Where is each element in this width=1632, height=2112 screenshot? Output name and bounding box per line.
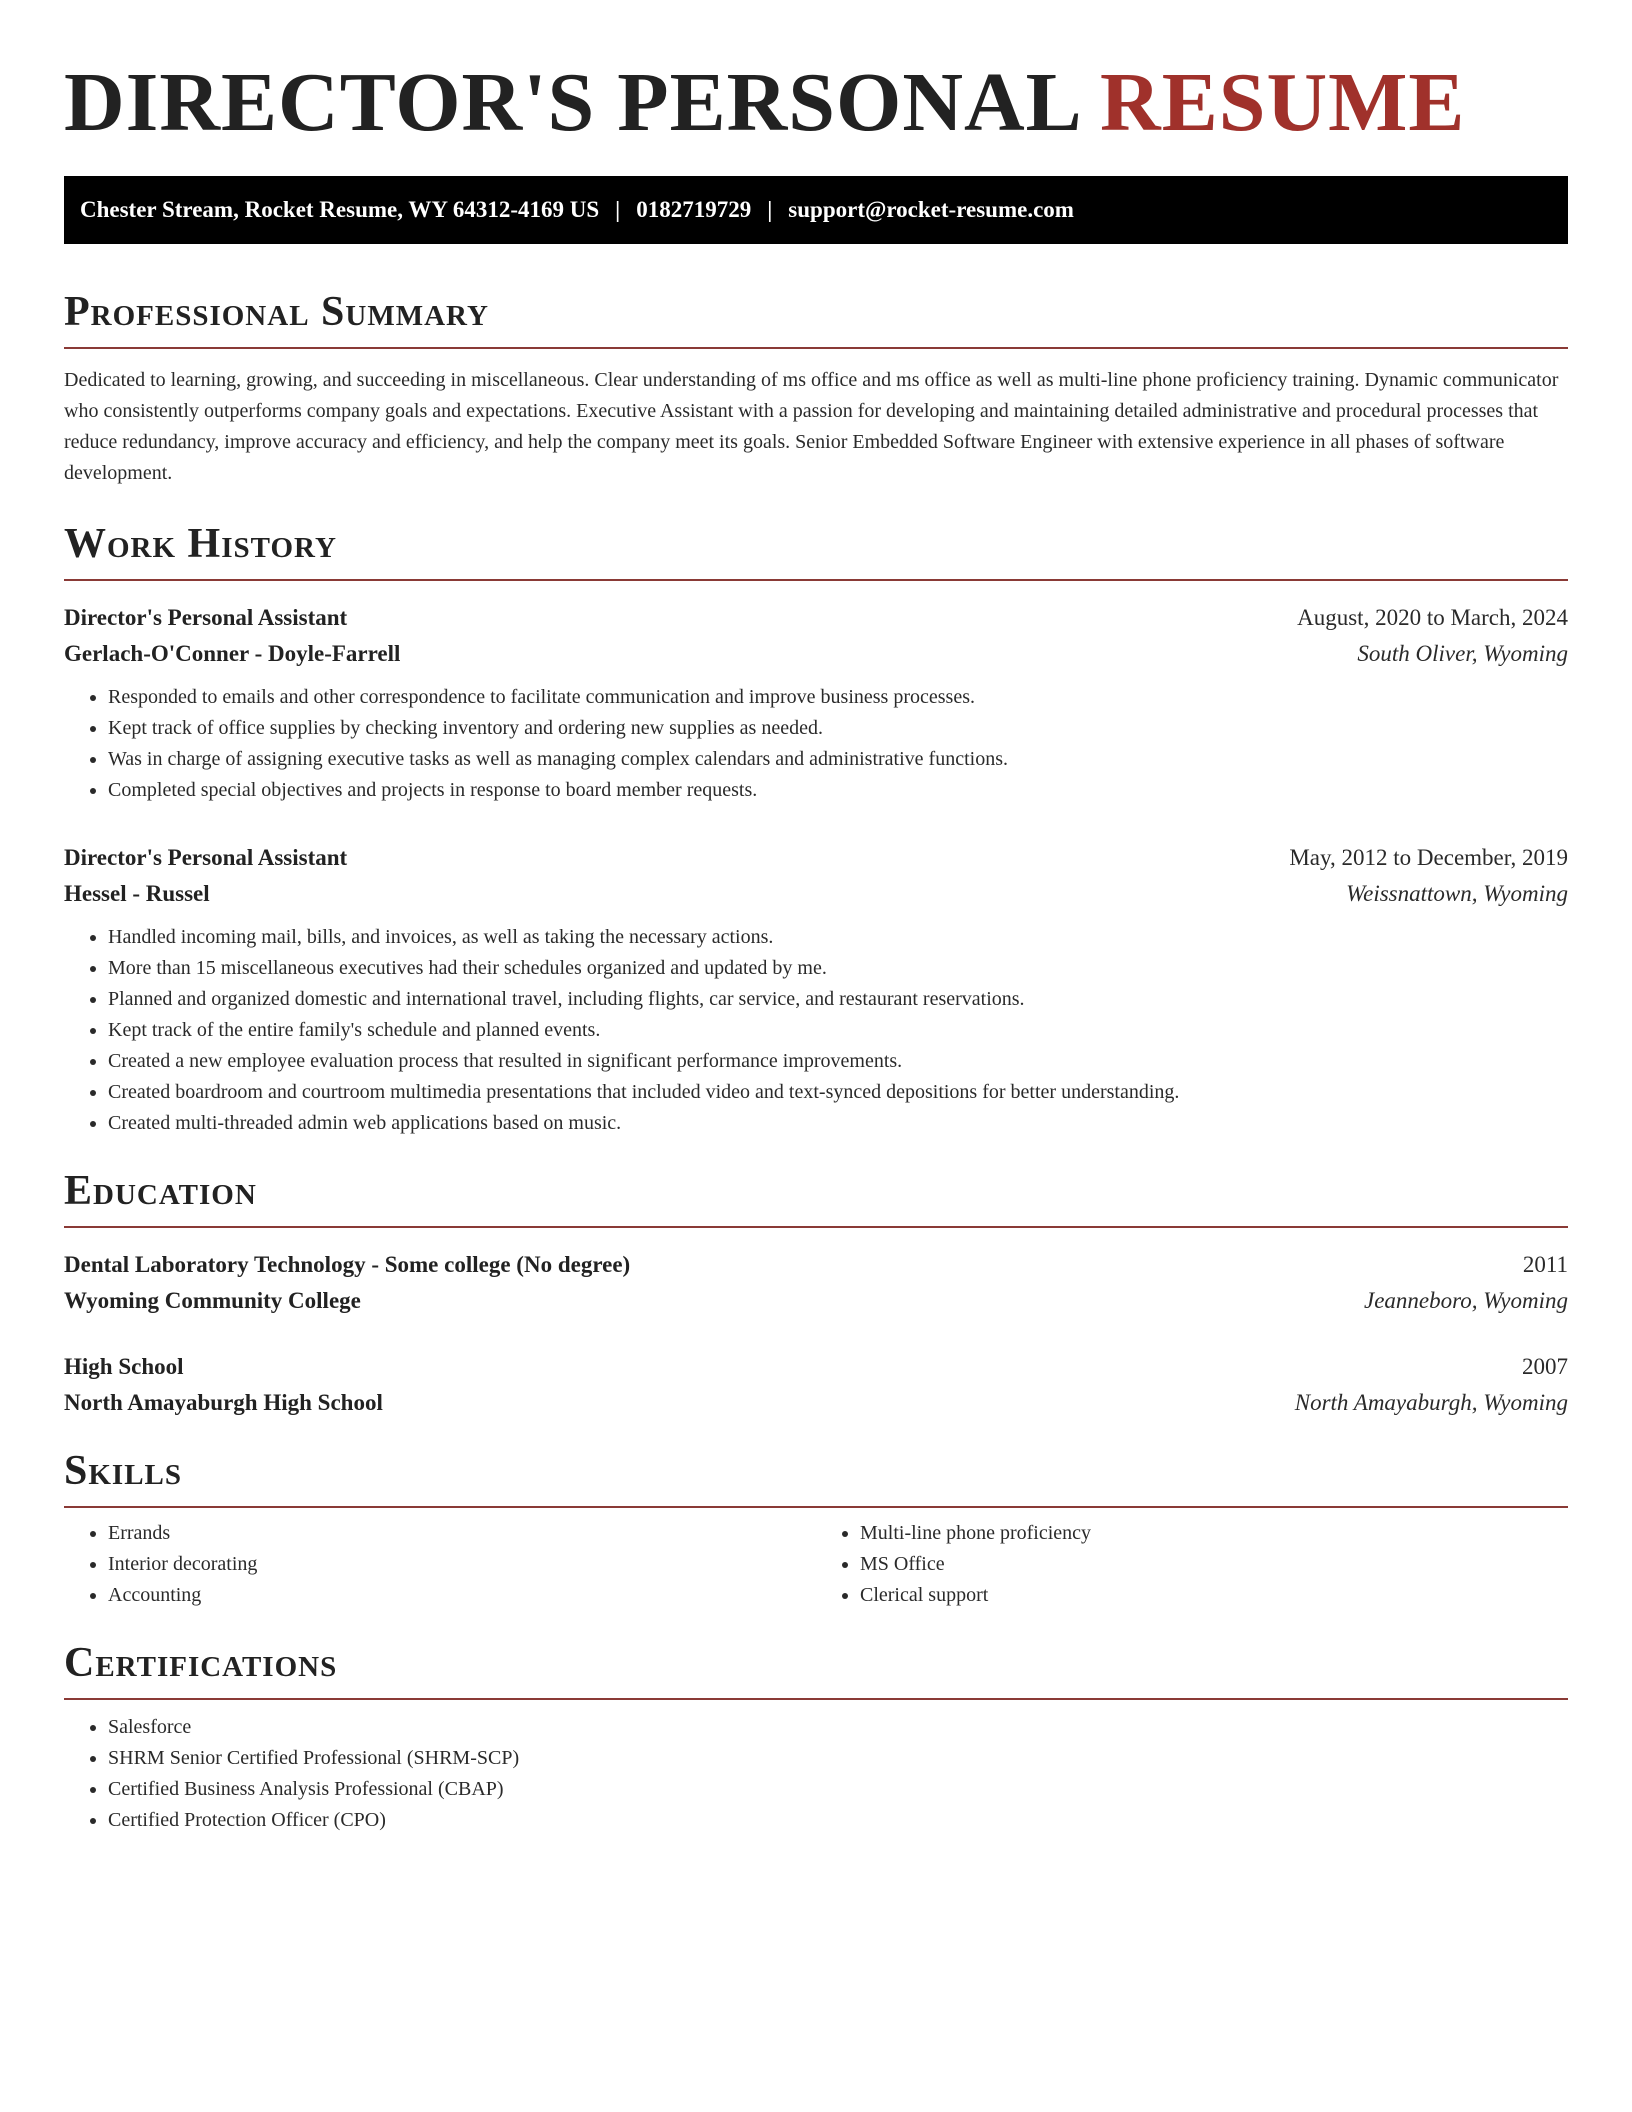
job-company: Gerlach-O'Conner - Doyle-Farrell bbox=[64, 641, 401, 666]
section-divider bbox=[64, 579, 1568, 581]
skill-item: • MS Office bbox=[860, 1549, 1568, 1580]
section-divider bbox=[64, 1226, 1568, 1228]
skill-item: • Errands bbox=[108, 1518, 816, 1549]
education-entry bbox=[64, 1247, 1568, 1319]
list-item: • Created a new employee evaluation process that resulted in significant performance improvements. bbox=[108, 1046, 1568, 1077]
skill-item: • Accounting bbox=[108, 1580, 816, 1611]
job-entry bbox=[64, 840, 1568, 1139]
job-dates: August, 2020 to March, 2024 bbox=[1297, 605, 1568, 630]
summary-heading: Professional Summary bbox=[64, 289, 489, 335]
certifications-list bbox=[64, 1712, 1568, 1836]
summary-section bbox=[64, 288, 1568, 489]
job-duties-list bbox=[64, 682, 1568, 806]
education-location: Jeanneboro, Wyoming bbox=[1364, 1288, 1568, 1313]
education-school: North Amayaburgh High School bbox=[64, 1390, 383, 1415]
title-main: DIRECTOR'S PERSONAL bbox=[64, 56, 1079, 149]
list-item: • Created multi-threaded admin web applications based on music. bbox=[108, 1108, 1568, 1139]
job-dates: May, 2012 to December, 2019 bbox=[1289, 845, 1568, 870]
certification-item: • Certified Business Analysis Professional (CBAP) bbox=[108, 1774, 1568, 1805]
contact-separator: | bbox=[615, 197, 621, 222]
certification-item: • Certified Protection Officer (CPO) bbox=[108, 1805, 1568, 1836]
list-item: • Kept track of the entire family's schedule and planned events. bbox=[108, 1015, 1568, 1046]
certifications-section bbox=[64, 1639, 1568, 1836]
work-history-section bbox=[64, 520, 1568, 1139]
section-divider bbox=[64, 1506, 1568, 1508]
skill-item: • Multi-line phone proficiency bbox=[860, 1518, 1568, 1549]
section-divider bbox=[64, 347, 1568, 349]
list-item: • Handled incoming mail, bills, and invoices, as well as taking the necessary actions. bbox=[108, 922, 1568, 953]
list-item: • Responded to emails and other correspondence to facilitate communication and improve business processes. bbox=[108, 682, 1568, 713]
skills-heading: Skills bbox=[64, 1448, 183, 1494]
skill-item: • Interior decorating bbox=[108, 1549, 816, 1580]
job-company: Hessel - Russel bbox=[64, 881, 210, 906]
certification-item: • SHRM Senior Certified Professional (SHRM-SCP) bbox=[108, 1743, 1568, 1774]
list-item: • Was in charge of assigning executive tasks as well as managing complex calendars and administrative functions. bbox=[108, 744, 1568, 775]
education-year: 2007 bbox=[1522, 1354, 1568, 1379]
job-location: Weissnattown, Wyoming bbox=[1346, 881, 1568, 906]
education-heading: Education bbox=[64, 1168, 257, 1214]
contact-separator: | bbox=[767, 197, 773, 222]
education-degree: Dental Laboratory Technology - Some college (No degree) bbox=[64, 1252, 631, 1277]
section-divider bbox=[64, 1698, 1568, 1700]
skills-list-right bbox=[816, 1518, 1568, 1611]
contact-address: Chester Stream, Rocket Resume, WY 64312-4169 US bbox=[80, 197, 600, 222]
resume-title bbox=[64, 58, 1568, 148]
work-history-heading: Work History bbox=[64, 521, 337, 567]
title-accent: RESUME bbox=[1100, 56, 1466, 149]
contact-phone: 0182719729 bbox=[636, 197, 752, 222]
skills-list-left bbox=[64, 1518, 816, 1611]
job-title: Director's Personal Assistant bbox=[64, 845, 348, 870]
job-entry bbox=[64, 600, 1568, 806]
certification-item: • Salesforce bbox=[108, 1712, 1568, 1743]
job-duties-list bbox=[64, 922, 1568, 1139]
education-school: Wyoming Community College bbox=[64, 1288, 361, 1313]
education-location: North Amayaburgh, Wyoming bbox=[1294, 1390, 1568, 1415]
skill-item: • Clerical support bbox=[860, 1580, 1568, 1611]
education-degree: High School bbox=[64, 1354, 184, 1379]
list-item: • Completed special objectives and projects in response to board member requests. bbox=[108, 775, 1568, 806]
list-item: • More than 15 miscellaneous executives had their schedules organized and updated by me. bbox=[108, 953, 1568, 984]
list-item: • Created boardroom and courtroom multimedia presentations that included video and text-synced depositions for better understanding. bbox=[108, 1077, 1568, 1108]
education-entry bbox=[64, 1349, 1568, 1421]
list-item: • Planned and organized domestic and international travel, including flights, car service, and restaurant reservations. bbox=[108, 984, 1568, 1015]
summary-text: Dedicated to learning, growing, and succeeding in miscellaneous. Clear understanding of ms office and ms office as well as multi-line phone proficiency training. Dynamic communicator who consistently outperforms company goals and expectations. Executive Assistant with a passion for developing and maintaining detailed administrative and procedural processes that reduce redundancy, improve accuracy and efficiency, and help the company meet its goals. Senior Embedded Software Engineer with extensive experience in all phases of software development. bbox=[64, 369, 1559, 484]
skills-section bbox=[64, 1447, 1568, 1611]
certifications-heading: Certifications bbox=[64, 1640, 338, 1686]
job-title: Director's Personal Assistant bbox=[64, 605, 348, 630]
list-item: • Kept track of office supplies by checking inventory and ordering new supplies as needed. bbox=[108, 713, 1568, 744]
contact-email: support@rocket-resume.com bbox=[788, 197, 1074, 222]
job-location: South Oliver, Wyoming bbox=[1357, 641, 1568, 666]
skills-columns bbox=[64, 1518, 1568, 1611]
education-year: 2011 bbox=[1522, 1252, 1568, 1277]
education-section bbox=[64, 1167, 1568, 1421]
contact-bar bbox=[64, 176, 1568, 244]
